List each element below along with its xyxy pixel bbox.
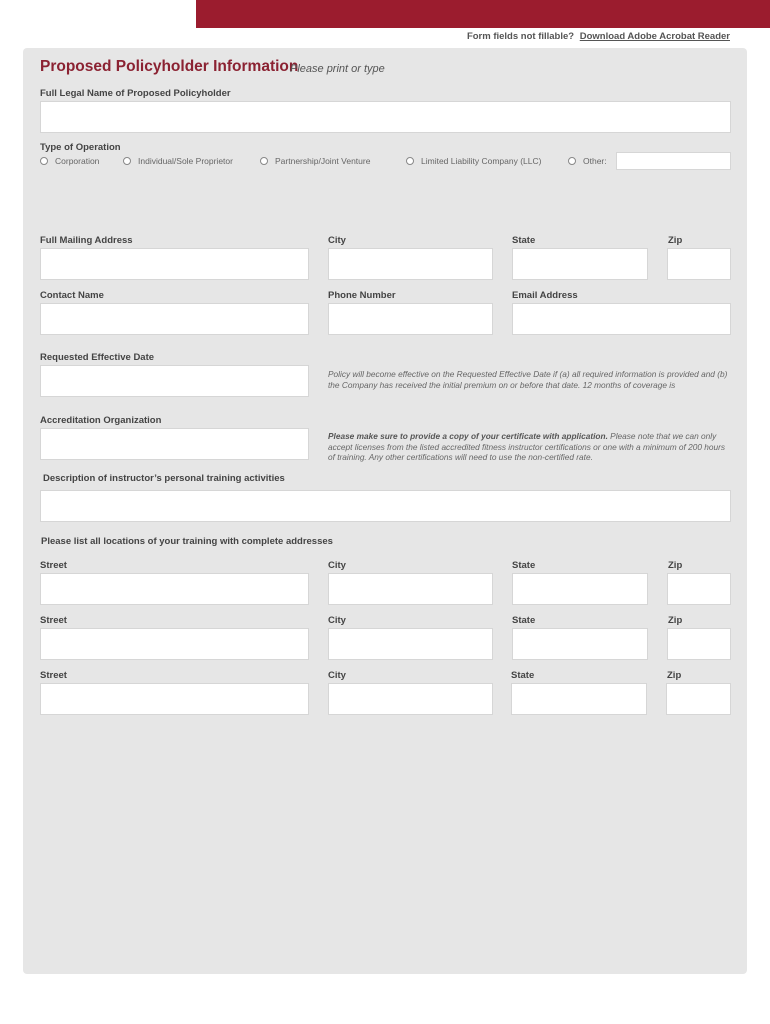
legal-name-input[interactable] — [40, 101, 731, 133]
radio-circle-icon — [260, 157, 268, 165]
mailing-address-input[interactable] — [40, 248, 309, 280]
accreditation-note-bold: Please make sure to provide a copy of your certificate with application. — [328, 431, 608, 441]
radio-llc[interactable] — [406, 156, 541, 166]
location-2-street-input[interactable] — [40, 628, 309, 660]
notice-text: Form fields not fillable? — [466, 31, 575, 42]
effective-date-label: Requested Effective Date — [40, 352, 155, 363]
phone-label: Phone Number — [328, 290, 396, 301]
radio-label: Corporation — [55, 156, 100, 166]
description-input[interactable] — [40, 490, 731, 522]
radio-other[interactable] — [568, 156, 607, 166]
street-label: Street — [40, 615, 67, 626]
radio-label: Limited Liability Company (LLC) — [421, 156, 542, 166]
acrobat-notice — [467, 31, 730, 42]
location-1-state-input[interactable] — [512, 573, 648, 605]
location-1-zip-input[interactable] — [667, 573, 731, 605]
city-label: City — [328, 560, 346, 571]
other-operation-input[interactable] — [616, 152, 731, 170]
contact-name-input[interactable] — [40, 303, 309, 335]
radio-label: Other: — [583, 156, 607, 166]
mailing-city-input[interactable] — [328, 248, 493, 280]
mailing-zip-input[interactable] — [667, 248, 731, 280]
email-input[interactable] — [512, 303, 731, 335]
zip-label: Zip — [668, 560, 683, 571]
radio-label: Partnership/Joint Venture — [275, 156, 371, 166]
legal-name-label: Full Legal Name of Proposed Policyholder — [40, 88, 231, 99]
email-label: Email Address — [512, 290, 578, 301]
city-label: City — [328, 670, 346, 681]
accreditation-note — [328, 431, 728, 463]
contact-name-label: Contact Name — [40, 290, 104, 301]
form-title: Proposed Policyholder Information — [40, 58, 299, 75]
mailing-address-label: Full Mailing Address — [40, 235, 133, 246]
radio-label: Individual/Sole Proprietor — [138, 156, 233, 166]
state-label: State — [512, 235, 536, 246]
radio-corporation[interactable] — [40, 156, 99, 166]
accreditation-input[interactable] — [40, 428, 309, 460]
city-label: City — [328, 615, 346, 626]
operation-type-label: Type of Operation — [40, 142, 121, 153]
radio-circle-icon — [568, 157, 576, 165]
radio-circle-icon — [40, 157, 48, 165]
effective-date-input[interactable] — [40, 365, 309, 397]
locations-label: Please list all locations of your training with complete addresses — [41, 536, 333, 547]
accreditation-label: Accreditation Organization — [40, 415, 162, 426]
accreditation-note-text: Please note that we can only accept licenses from the listed accredited fitness instructor certifications or one with a minimum of 200 hours of training. Any other certifications will need to use the non-certified rate. — [328, 431, 726, 462]
state-label: State — [512, 560, 536, 571]
state-label: State — [511, 670, 535, 681]
location-1-city-input[interactable] — [328, 573, 493, 605]
location-3-street-input[interactable] — [40, 683, 309, 715]
radio-circle-icon — [406, 157, 414, 165]
location-1-street-input[interactable] — [40, 573, 309, 605]
zip-label: Zip — [668, 235, 683, 246]
form-subtitle: Please print or type — [290, 63, 385, 75]
description-label: Description of instructor’s personal training activities — [43, 473, 285, 484]
location-3-state-input[interactable] — [511, 683, 647, 715]
radio-partnership[interactable] — [260, 156, 370, 166]
state-label: State — [512, 615, 536, 626]
phone-input[interactable] — [328, 303, 493, 335]
location-2-state-input[interactable] — [512, 628, 648, 660]
city-label: City — [328, 235, 346, 246]
radio-sole-proprietor[interactable] — [123, 156, 233, 166]
zip-label: Zip — [668, 615, 683, 626]
location-2-city-input[interactable] — [328, 628, 493, 660]
radio-circle-icon — [123, 157, 131, 165]
street-label: Street — [40, 560, 67, 571]
top-accent-bar — [196, 0, 770, 28]
location-3-zip-input[interactable] — [666, 683, 731, 715]
zip-label: Zip — [667, 670, 682, 681]
location-2-zip-input[interactable] — [667, 628, 731, 660]
street-label: Street — [40, 670, 67, 681]
download-acrobat-link[interactable]: Download Adobe Acrobat Reader — [579, 31, 730, 42]
mailing-state-input[interactable] — [512, 248, 648, 280]
location-3-city-input[interactable] — [328, 683, 493, 715]
effective-date-note: Policy will become effective on the Requested Effective Date if (a) all required information is provided and (b) the Company has received the initial premium on or before that date. 12 months of coverage is — [328, 369, 728, 390]
